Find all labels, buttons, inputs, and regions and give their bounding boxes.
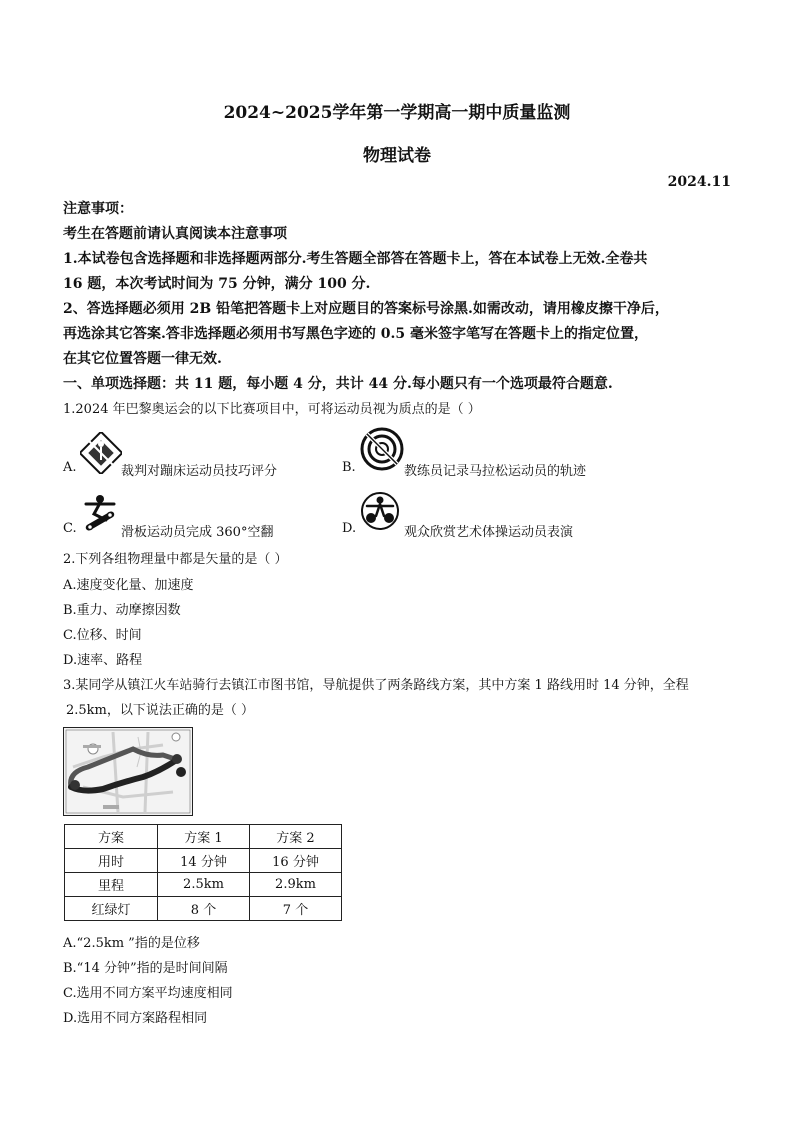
marathon-track-icon xyxy=(359,426,405,472)
option-item: B.重力、动摩擦因数 xyxy=(63,603,181,618)
question-stem: 2.5km，以下说法正确的是（ ） xyxy=(66,703,255,718)
table-row xyxy=(65,873,342,897)
trampoline-icon xyxy=(80,432,122,474)
option-item: A.速度变化量、加速度 xyxy=(63,578,194,593)
table-cell: 7 个 xyxy=(250,897,342,921)
table-row xyxy=(65,849,342,873)
table-cell: 14 分钟 xyxy=(158,849,250,873)
option-item: D.选用不同方案路程相同 xyxy=(63,1011,208,1026)
exam-subtitle: 物理试卷 xyxy=(363,146,431,166)
notice-line: 在其它位置答题一律无效. xyxy=(63,351,222,367)
table-header-cell: 方案 2 xyxy=(250,825,342,849)
option-letter: C. xyxy=(63,521,77,536)
option-text: 观众欣赏艺术体操运动员表演 xyxy=(404,525,574,540)
notice-line: 考生在答题前请认真阅读本注意事项 xyxy=(63,226,287,242)
option-letter: A. xyxy=(63,460,77,475)
notice-heading: 注意事项： xyxy=(63,201,133,217)
exam-title: 2024~2025学年第一学期高一期中质量监测 xyxy=(223,103,571,123)
table-cell: 2.5km xyxy=(158,873,250,897)
table-cell: 里程 xyxy=(65,873,158,897)
table-header-row xyxy=(65,825,342,849)
table-cell: 用时 xyxy=(65,849,158,873)
skateboard-icon xyxy=(80,490,120,532)
route-comparison-table xyxy=(64,824,342,921)
notice-line: 16 题，本次考试时间为 75 分钟，满分 100 分. xyxy=(63,276,371,292)
question-stem: 3.某同学从镇江火车站骑行去镇江市图书馆，导航提供了两条路线方案，其中方案 1 路线用时 14 分钟，全程 xyxy=(63,678,689,693)
option-item: C.选用不同方案平均速度相同 xyxy=(63,986,233,1001)
table-cell: 8 个 xyxy=(158,897,250,921)
table-cell: 16 分钟 xyxy=(250,849,342,873)
option-item: B.“14 分钟”指的是时间间隔 xyxy=(63,961,228,976)
exam-date: 2024.11 xyxy=(667,174,731,190)
section-heading: 一、单项选择题：共 11 题，每小题 4 分，共计 44 分.每小题只有一个选项最符合题意. xyxy=(63,376,613,392)
question-stem: 1.2024 年巴黎奥运会的以下比赛项目中，可将运动员视为质点的是（ ） xyxy=(63,402,481,417)
option-item: D.速率、路程 xyxy=(63,653,143,668)
option-letter: D. xyxy=(342,521,357,536)
notice-line: 2、答选择题必须用 2B 铅笔把答题卡上对应题目的答案标号涂黑.如需改动，请用橡皮擦干净后， xyxy=(63,301,669,317)
table-cell: 2.9km xyxy=(250,873,342,897)
notice-line: 再选涂其它答案.答非选择题必须用书写黑色字迹的 0.5 毫米签字笔写在答题卡上的指定位置， xyxy=(63,326,648,342)
table-cell: 红绿灯 xyxy=(65,897,158,921)
table-row xyxy=(65,897,342,921)
option-text: 裁判对蹦床运动员技巧评分 xyxy=(121,464,278,479)
option-item: C.位移、时间 xyxy=(63,628,142,643)
gymnastics-icon xyxy=(359,490,401,532)
route-map-image xyxy=(63,727,193,816)
option-text: 教练员记录马拉松运动员的轨迹 xyxy=(404,464,587,479)
option-letter: B. xyxy=(342,460,356,475)
option-item: A.“2.5km ”指的是位移 xyxy=(63,936,200,951)
notice-line: 1.本试卷包含选择题和非选择题两部分.考生答题全部答在答题卡上，答在本试卷上无效.全卷共 xyxy=(63,251,648,267)
option-text: 滑板运动员完成 360°空翻 xyxy=(121,525,274,540)
table-header-cell: 方案 1 xyxy=(158,825,250,849)
table-header-cell: 方案 xyxy=(65,825,158,849)
question-stem: 2.下列各组物理量中都是矢量的是（ ） xyxy=(63,552,288,567)
